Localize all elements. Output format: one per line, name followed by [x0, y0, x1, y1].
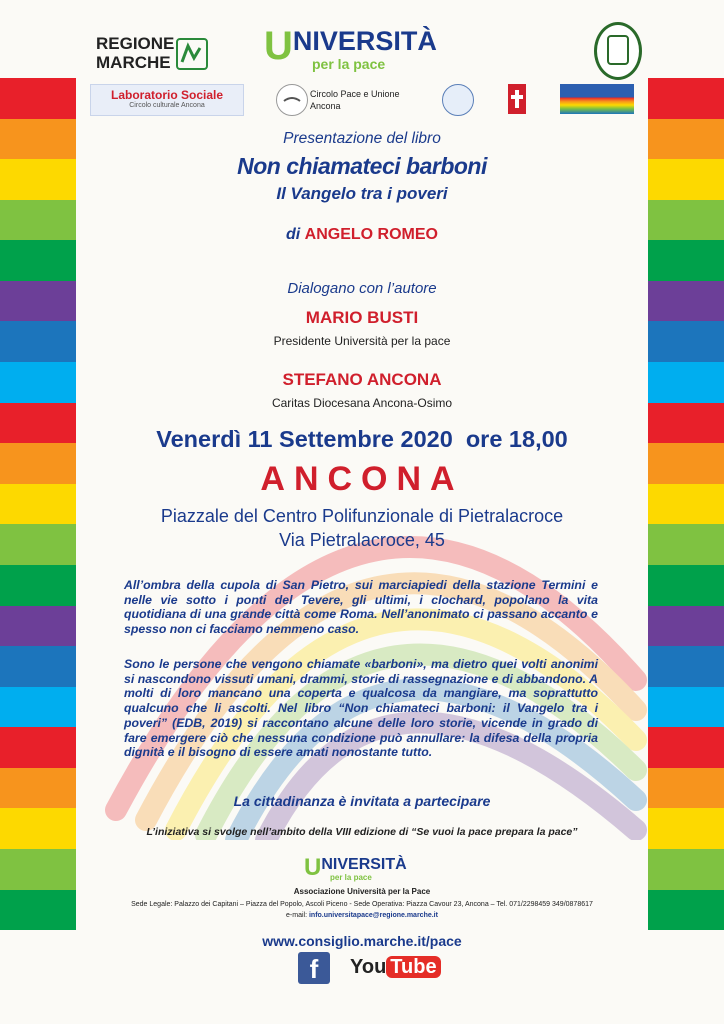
universita-u: U [264, 24, 293, 68]
footer-email-link[interactable]: info.universitapace@regione.marche.it [308, 912, 438, 919]
rainbow-stripe [648, 321, 724, 362]
regione-emblem-icon [176, 38, 208, 70]
youtube-tube: Tube [386, 956, 440, 978]
venue-line2: Via Pietralacroce, 45 [279, 530, 445, 550]
right-rainbow-border [648, 78, 724, 930]
rainbow-stripe [648, 808, 724, 849]
presentation-intro: Presentazione del libro [283, 130, 441, 147]
footer-universita-u: U [304, 854, 322, 881]
regione-line1: REGIONE [96, 34, 175, 53]
footer-association: Associazione Università per la Pace [293, 887, 431, 896]
author-prefix: di [285, 226, 301, 243]
footer-email-prefix: e-mail: [286, 912, 308, 919]
speaker2-role: Caritas Diocesana Ancona-Osimo [271, 396, 453, 410]
rainbow-stripe [0, 890, 76, 931]
laboratorio-subtitle: Circolo culturale Ancona [129, 102, 205, 109]
author-line [76, 226, 648, 244]
rainbow-stripe [648, 240, 724, 281]
footer-universita-title: NIVERSITÀ [321, 856, 407, 873]
rainbow-stripe [648, 768, 724, 809]
rainbow-stripe [0, 606, 76, 647]
rainbow-stripe [648, 119, 724, 160]
rainbow-stripe [0, 240, 76, 281]
universita-logo [264, 24, 437, 72]
caritas-cross-icon [508, 84, 526, 114]
rainbow-stripe [648, 281, 724, 322]
invite-text: La cittadinanza è invitata a partecipare [233, 793, 491, 809]
book-subtitle: Il Vangelo tra i poveri [276, 184, 448, 203]
youtube-icon[interactable] [350, 956, 441, 984]
circolo-handshake-icon [276, 84, 308, 116]
rainbow-stripe [0, 321, 76, 362]
initiative-text: L’iniziativa si svolge nell’ambito della VIII edizione di “Se vuoi la pace prepara la pace” [146, 826, 578, 838]
dialogue-intro: Dialogano con l’autore [287, 280, 437, 297]
regione-line2: MARCHE [96, 53, 171, 72]
rainbow-stripe [0, 727, 76, 768]
rainbow-stripe [0, 159, 76, 200]
peace-rainbow-banner-icon [560, 84, 634, 114]
speaker2-name: STEFANO ANCONA [282, 370, 442, 389]
author-name: ANGELO ROMEO [304, 226, 438, 243]
speaker1-role: Presidente Università per la pace [273, 334, 451, 348]
rainbow-stripe [648, 484, 724, 525]
rainbow-stripe [0, 646, 76, 687]
rainbow-stripe [648, 443, 724, 484]
body-paragraph-2: Sono le persone che vengono chiamate «barboni», ma dietro quei volti anonimi si nascondono vissuti umani, drammi, storie di rassegnazione e di abbandono. A molti di loro mancano una coperta e qualcosa da mangiare, ma soprattutto qualcuno che li ascolti. Nel libro “Non chiamateci barboni: il Vangelo tra i poveri” (EDB, 2019) si raccontano alcune delle loro storie, vicende in grado di fare emergere ciò che nessuna condizione può annullare: la difesa della propria dignità e il bisogno di essere amati nonostante tutto. [124, 657, 598, 760]
facebook-glyph: f [309, 954, 319, 984]
rainbow-stripe [648, 849, 724, 890]
footer-universita-subtitle: per la pace [330, 873, 372, 882]
rainbow-stripe [0, 768, 76, 809]
footer-email-line [76, 912, 648, 919]
footer-universita-logo [304, 856, 407, 880]
rainbow-stripe [0, 78, 76, 119]
rainbow-stripe [0, 443, 76, 484]
rainbow-stripe [648, 200, 724, 241]
rainbow-stripe [0, 281, 76, 322]
rainbow-stripe [0, 484, 76, 525]
rainbow-stripe [648, 687, 724, 728]
rainbow-stripe [0, 808, 76, 849]
rainbow-stripe [648, 403, 724, 444]
laboratorio-sociale-logo [90, 84, 244, 116]
website-link[interactable]: www.consiglio.marche.it/pace [262, 933, 462, 949]
left-rainbow-border [0, 78, 76, 930]
rainbow-stripe [0, 565, 76, 606]
event-city: ANCONA [260, 460, 464, 498]
circolo-pace-text [310, 88, 400, 112]
speaker1-name: MARIO BUSTI [305, 308, 419, 327]
universita-title: NIVERSITÀ [292, 26, 437, 56]
rainbow-stripe [0, 849, 76, 890]
rainbow-stripe [0, 403, 76, 444]
laboratorio-title: Laboratorio Sociale [110, 88, 224, 102]
rainbow-stripe [0, 687, 76, 728]
rainbow-stripe [648, 524, 724, 565]
rainbow-stripe [0, 200, 76, 241]
body-paragraph-1: All’ombra della cupola di San Pietro, sui marciapiedi della stazione Termini e nelle vie sotto i ponti del Tevere, gli ultimi, i clochard, popolano la vita quotidiana di una grande città come Roma. Nell’anonimato ci passano accanto e spesso non ci facciamo nemmeno caso. [124, 578, 598, 637]
rainbow-stripe [0, 362, 76, 403]
facebook-icon[interactable] [298, 952, 330, 984]
universita-subtitle: per la pace [312, 56, 386, 72]
circolo-line2: Ancona [310, 101, 341, 111]
rainbow-stripe [648, 362, 724, 403]
youtube-you: You [350, 956, 387, 978]
rainbow-stripe [648, 646, 724, 687]
rainbow-stripe [648, 565, 724, 606]
regione-marche-logo [96, 34, 174, 72]
footer-address: Sede Legale: Palazzo dei Capitani – Piazza del Popolo, Ascoli Piceno - Sede Operativa: Piazza Cavour 23, Ancona – Tel. 071/2298459 349/0878617 [131, 901, 593, 908]
seal-icon [594, 22, 642, 80]
event-date-time: Venerdì 11 Settembre 2020 ore 18,00 [156, 426, 568, 452]
partner-globe-icon [442, 84, 474, 116]
rainbow-stripe [648, 890, 724, 931]
rainbow-stripe [0, 119, 76, 160]
rainbow-stripe [0, 524, 76, 565]
rainbow-stripe [648, 78, 724, 119]
rainbow-stripe [648, 606, 724, 647]
book-title: Non chiamateci barboni [237, 153, 487, 179]
rainbow-stripe [648, 727, 724, 768]
circolo-line1: Circolo Pace e Unione [310, 89, 400, 99]
rainbow-stripe [648, 159, 724, 200]
venue-line1: Piazzale del Centro Polifunzionale di Pietralacroce [160, 506, 564, 526]
